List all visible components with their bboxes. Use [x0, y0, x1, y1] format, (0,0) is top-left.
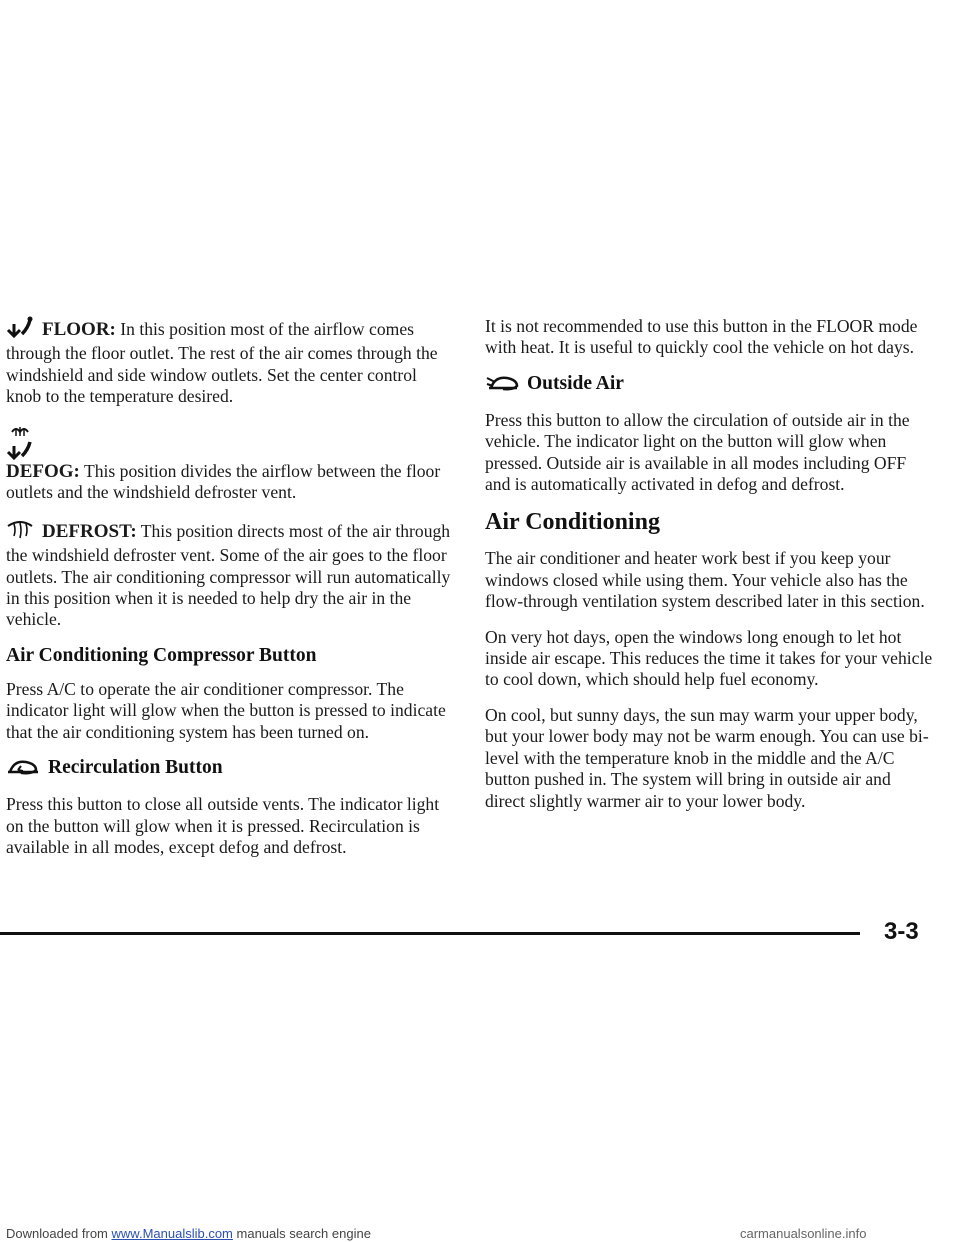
ac-paragraph-2: On very hot days, open the windows long enough to let hot inside air escape. This reduces the time it takes for your vehicle to cool down, which should help fuel economy.: [485, 626, 933, 690]
outside-air-heading-row: [485, 373, 935, 398]
recirculation-heading-row: [6, 757, 456, 782]
ac-compressor-heading: Air Conditioning Compressor Button: [6, 644, 317, 666]
recirculation-icon: [6, 758, 40, 782]
air-conditioning-title: Air Conditioning: [485, 509, 660, 536]
defrost-paragraph: [6, 518, 456, 631]
floor-mode-note: It is not recommended to use this button in the FLOOR mode with heat. It is useful to quickly cool the vehicle on hot days.: [485, 316, 918, 358]
ac-paragraph-3: On cool, but sunny days, the sun may warm your upper body, but your lower body may not be warm enough. You can use bi-level with the temperature knob in the middle and the A/C button pushed in. The system will bring in outside air and direct slightly warmer air to your lower body.: [485, 704, 929, 811]
floor-paragraph: [6, 316, 456, 408]
defog-text: This position divides the airflow between the floor outlets and the windshield defroster vent.: [6, 461, 441, 503]
floor-airflow-icon: [6, 316, 34, 343]
outside-air-icon: [485, 374, 519, 398]
floor-text: In this position most of the airflow comes through the floor outlet. The rest of the air comes through the windshield and side window outlets. Set the center control knob to the temperature desired.: [6, 319, 438, 407]
recirculation-text: Press this button to close all outside vents. The indicator light on the button will glow when it is pressed. Recirculation is available in all modes, except defog and defrost.: [6, 794, 440, 857]
footer-suffix: manuals search engine: [236, 1226, 371, 1241]
defrost-icon: [6, 518, 34, 545]
defog-label: DEFOG:: [6, 461, 80, 483]
download-footer: [6, 1226, 371, 1241]
watermark: carmanualsonline.info: [740, 1226, 867, 1241]
outside-air-heading: Outside Air: [527, 372, 624, 394]
defrost-text: This position directs most of the air through the windshield defroster vent. Some of the air goes to the floor outlets. The air conditioning compressor will run automatically in this position when it is needed to help dry the air in the vehicle.: [6, 520, 451, 630]
defog-paragraph: [6, 422, 456, 504]
left-column: [6, 316, 456, 872]
ac-compressor-text: Press A/C to operate the air conditioner compressor. The indicator light will glow when the button is pressed to indicate that the air conditioning system has been turned on.: [6, 678, 446, 742]
floor-label: FLOOR:: [42, 319, 116, 340]
footer-rule: [0, 932, 860, 935]
outside-air-text: Press this button to allow the circulation of outside air in the vehicle. The indicator light on the button will glow when pressed. Outside air is available in all modes including OFF and is automatically activated in defog and defrost.: [485, 409, 910, 495]
right-column: [485, 316, 935, 826]
footer-prefix: Downloaded from: [6, 1226, 108, 1241]
page-number: 3-3: [884, 918, 919, 945]
defrost-label: DEFROST:: [42, 520, 137, 542]
recirculation-heading: Recirculation Button: [48, 757, 223, 779]
footer-link[interactable]: www.Manualslib.com: [111, 1226, 233, 1241]
ac-paragraph-1: The air conditioner and heater work best if you keep your windows closed while using them. Your vehicle also has the flow-through ventilation system described later in this section.: [485, 548, 925, 612]
